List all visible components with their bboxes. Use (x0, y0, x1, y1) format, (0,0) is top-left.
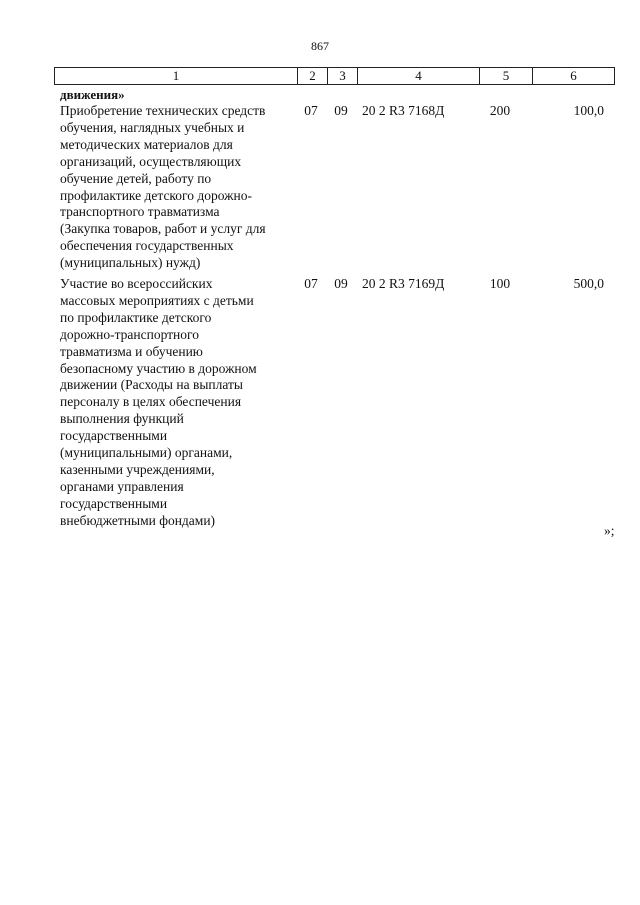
continuation-text: движения» (60, 87, 125, 102)
description-line: Участие во всероссийских (60, 276, 213, 291)
table-header (54, 67, 615, 85)
row-description (60, 276, 300, 530)
section-code: 07 (304, 103, 318, 118)
description-line: обучение детей, работу по (60, 170, 212, 186)
target-article-code: 20 2 R3 7168Д (362, 103, 445, 118)
description-line: (муниципальными) органами, (60, 445, 233, 461)
description-line: казенными учреждениями, (60, 461, 215, 477)
closing-quote: »; (604, 523, 615, 538)
row-description (60, 103, 300, 272)
description-line: профилактике детского дорожно- (60, 187, 252, 203)
expense-type-code: 200 (489, 103, 511, 118)
description-line: обеспечения государственных (60, 238, 234, 254)
description-line: организаций, осуществляющих (60, 153, 242, 169)
description-line: дорожно-транспортного (60, 326, 199, 342)
description-line: внебюджетными фондами) (60, 512, 216, 528)
header-col-3: 3 (328, 68, 358, 85)
header-col-5: 5 (480, 68, 533, 85)
description-line: транспортного травматизма (60, 204, 220, 220)
target-article-code: 20 2 R3 7169Д (362, 276, 445, 291)
description-line: безопасному участию в дорожном (60, 360, 257, 376)
header-col-2: 2 (298, 68, 328, 85)
section-code: 07 (304, 276, 318, 291)
page-number: 867 (311, 39, 329, 53)
description-line: (муниципальных) нужд) (60, 255, 201, 271)
description-line: органами управления (60, 478, 184, 494)
description-line: государственными (60, 428, 168, 444)
description-line: методических материалов для (60, 136, 233, 152)
header-col-4: 4 (358, 68, 480, 85)
description-line: движении (Расходы на выплаты (60, 377, 243, 393)
description-line: травматизма и обучению (60, 343, 203, 359)
description-line: выполнения функций (60, 411, 184, 427)
description-line: государственными (60, 495, 168, 511)
description-line: обучения, наглядных учебных и (60, 119, 245, 135)
amount: 500,0 (573, 276, 604, 291)
description-line: по профилактике детского (60, 309, 212, 325)
description-line: массовых мероприятиях с детьми (60, 292, 254, 308)
subsection-code: 09 (334, 276, 348, 291)
header-col-1: 1 (55, 68, 298, 85)
amount: 100,0 (573, 103, 604, 118)
subsection-code: 09 (334, 103, 348, 118)
expense-type-code: 100 (489, 276, 511, 291)
description-line: персоналу в целях обеспечения (60, 394, 242, 410)
header-col-6: 6 (533, 68, 615, 85)
description-line: (Закупка товаров, работ и услуг для (60, 221, 266, 237)
description-line: Приобретение технических средств (60, 103, 266, 118)
